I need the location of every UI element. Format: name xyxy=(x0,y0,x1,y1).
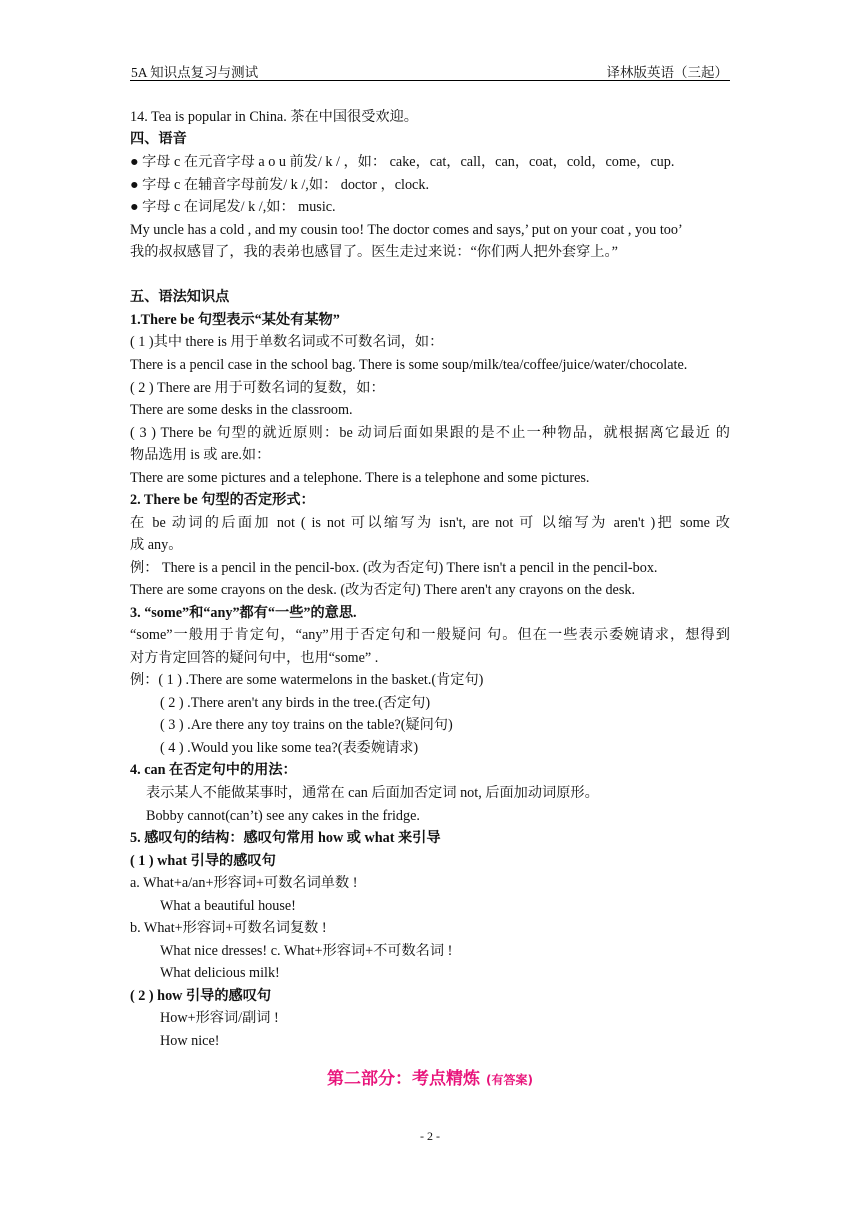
subheading: ( 1 ) what 引导的感叹句 xyxy=(130,853,276,869)
text-line: ( 2 ) .There aren't any birds in the tree.(否定句) xyxy=(160,695,431,711)
text-line: ( 2 ) There are 用于可数名词的复数，如： xyxy=(130,380,385,396)
subheading: 4. can 在否定句中的用法： xyxy=(130,762,297,778)
text-line: 对方肯定回答的疑问句中，也用“some” . xyxy=(130,650,379,666)
text-line: “some”一般用于肯定句，“any”用于否定句和一般疑问 句。但在一些表示委婉请求，想得到 xyxy=(130,627,730,643)
page-number: - 2 - xyxy=(420,1129,440,1143)
text-line: ( 3 ) There be 句型的就近原则：be 动词后面如果跟的是不止一种物品，就根据离它最近 的 xyxy=(130,425,730,441)
text-line: ● 字母 c 在辅音字母前发/ k /,如： doctor ，clock. xyxy=(130,177,429,193)
text-line: ( 1 )其中 there is 用于单数名词或不可数名词，如： xyxy=(130,334,444,350)
text-line: ( 3 ) .Are there any toy trains on the table?(疑问句) xyxy=(160,717,453,733)
text-line: Bobby cannot(can’t) see any cakes in the fridge. xyxy=(146,808,420,824)
subheading: 2. There be 句型的否定形式： xyxy=(130,492,315,508)
text-line: 例： There is a pencil in the pencil-box. (改为否定句) There isn't a pencil in the pencil-box. xyxy=(130,560,658,576)
subheading: 1.There be 句型表示“某处有某物” xyxy=(130,312,340,328)
part-two-note: (有答案) xyxy=(485,1073,533,1087)
text-line: How nice! xyxy=(160,1033,220,1049)
text-line: 表示某人不能做某事时，通常在 can 后面加否定词 not, 后面加动词原形。 xyxy=(146,785,599,801)
text-line: There are some crayons on the desk. (改为否定句) There aren't any crayons on the desk. xyxy=(130,582,635,598)
header-right: 译林版英语（三起） xyxy=(606,65,728,80)
header-left: 5A 知识点复习与测试 xyxy=(131,65,259,80)
part-two-heading: 第二部分：考点精炼 xyxy=(327,1069,481,1089)
section-heading: 五、语法知识点 xyxy=(130,289,230,305)
text-line: a. What+a/an+形容词+可数名词单数 ! xyxy=(130,875,358,891)
text-line: How+形容词/副词 ! xyxy=(160,1010,279,1026)
header-rule xyxy=(130,80,730,81)
text-line: 在 be 动词的后面加 not ( is not 可以缩写为 isn't, are not 可 以缩写为 aren't )把 some 改 xyxy=(130,515,730,531)
text-line: There are some desks in the classroom. xyxy=(130,402,353,418)
text-line: 14. Tea is popular in China. 茶在中国很受欢迎。 xyxy=(130,109,418,125)
subheading: ( 2 ) how 引导的感叹句 xyxy=(130,988,272,1004)
part-two-title xyxy=(0,1064,860,1089)
text-line: My uncle has a cold , and my cousin too! The doctor comes and says,’ put on your coat , you too’ xyxy=(130,222,683,238)
text-line: b. What+形容词+可数名词复数 ! xyxy=(130,920,327,936)
text-line: 物品选用 is 或 are.如： xyxy=(130,447,271,463)
text-line: What nice dresses! c. What+形容词+不可数名词 ! xyxy=(160,943,453,959)
text-line: 成 any。 xyxy=(130,537,183,553)
section-heading: 四、语音 xyxy=(130,131,187,147)
text-line: ● 字母 c 在词尾发/ k /,如： music. xyxy=(130,199,336,215)
text-line: ● 字母 c 在元音字母 a o u 前发/ k / ，如： cake，cat，call，can，coat，cold，come，cup. xyxy=(130,154,675,170)
page-header xyxy=(131,61,728,81)
text-line: There are some pictures and a telephone. There is a telephone and some pictures. xyxy=(130,470,590,486)
text-line: What delicious milk! xyxy=(160,965,280,981)
text-line: ( 4 ) .Would you like some tea?(表委婉请求) xyxy=(160,740,419,756)
subheading: 3. “some”和“any”都有“一些”的意思. xyxy=(130,605,357,621)
text-line: 我的叔叔感冒了，我的表弟也感冒了。医生走过来说：“你们两人把外套穿上。” xyxy=(130,244,618,260)
text-line: There is a pencil case in the school bag. There is some soup/milk/tea/coffee/juice/water/chocolate. xyxy=(130,357,688,373)
text-line: What a beautiful house! xyxy=(160,898,296,914)
text-line: 例：( 1 ) .There are some watermelons in the basket.(肯定句) xyxy=(130,672,484,688)
subheading: 5. 感叹句的结构：感叹句常用 how 或 what 来引导 xyxy=(130,830,441,846)
